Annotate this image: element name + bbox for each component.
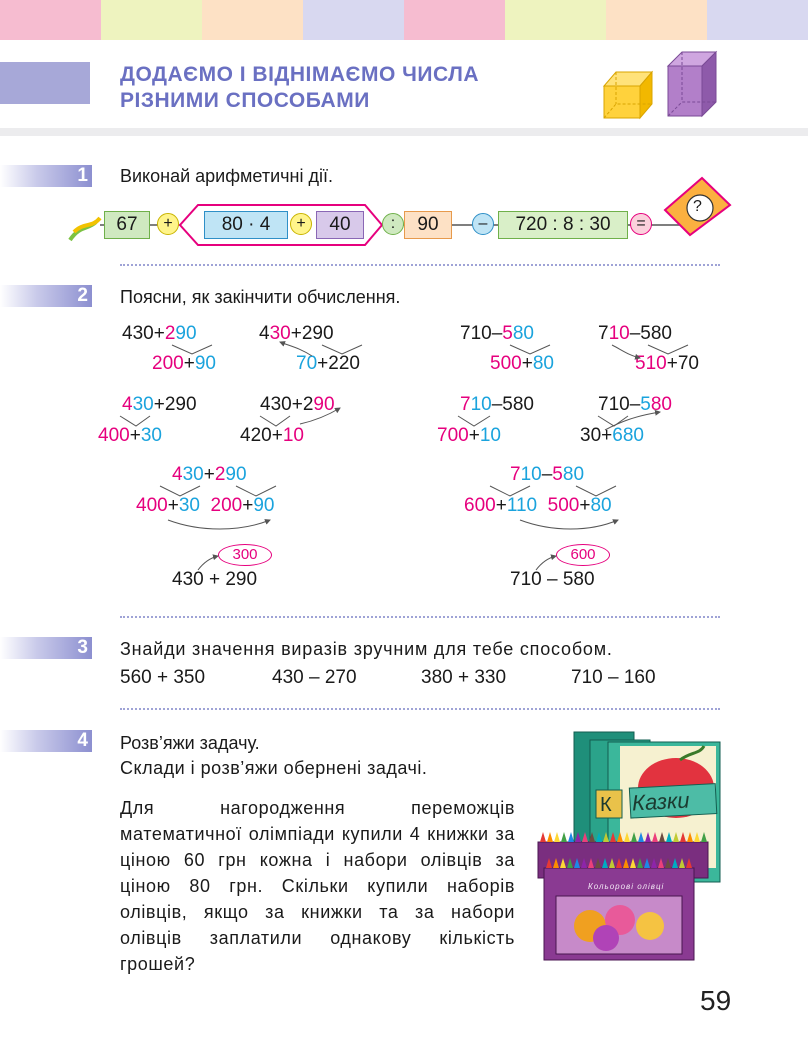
chain-value-c: 40 — [316, 211, 364, 239]
task4-line1: Розв’яжи задачу. — [120, 733, 260, 753]
page-title-line1: ДОДАЄМО І ВІДНІМАЄМО ЧИСЛА — [120, 63, 480, 86]
pencil-tip-icon — [540, 832, 546, 842]
task-number-tab-3: 3 — [0, 637, 92, 659]
ex3-bottom: 500+80 — [490, 353, 554, 374]
task-number-tab-2: 2 — [0, 285, 92, 307]
chain-op-divide: : — [382, 213, 404, 235]
pencil-tip-icon — [561, 832, 567, 842]
task2-instruction: Поясни, як закінчити обчислення. — [120, 287, 401, 307]
task3-expr: 710 – 160 — [571, 667, 656, 688]
chain-result-question: ? — [693, 198, 702, 215]
task1-instruction: Виконай арифметичні дії. — [120, 166, 333, 186]
ex4-top: 710–580 — [598, 323, 672, 344]
page-number: 59 — [700, 985, 732, 1016]
ex11-bubble: 300 — [218, 544, 272, 566]
chain-op-equals: = — [630, 213, 652, 235]
ex6-bottom: 420+10 — [240, 425, 304, 446]
ex8-top: 710–580 — [598, 394, 672, 415]
chain-value-b: 80 · 4 — [204, 211, 288, 239]
ex8-bottom: 30+680 — [580, 425, 644, 446]
task3-expr: 560 + 350 — [120, 667, 206, 688]
pencil-tip-icon — [568, 832, 574, 842]
task3-expr: 430 – 270 — [272, 667, 357, 688]
ex2-bottom: 70+220 — [296, 353, 360, 374]
ex12-bubble: 600 — [556, 544, 610, 566]
book-spine-letter: К — [600, 794, 612, 816]
chain-op-plus: + — [157, 213, 179, 235]
ex10-bottom: 600+110 500+80 — [464, 495, 612, 516]
ex7-top: 710–580 — [460, 394, 534, 415]
task3-instruction: Знайди значення виразів зручним для тебе способом. — [120, 639, 613, 659]
chain-value-d: 90 — [404, 211, 452, 239]
ex3-top: 710–580 — [460, 323, 534, 344]
chain-op-plus-2: + — [290, 213, 312, 235]
ex1-top: 430+290 — [122, 323, 197, 344]
ex9-top: 430+290 — [172, 464, 247, 485]
chain-op-minus: – — [472, 213, 494, 235]
task4-line2: Склади і розв’яжи обернені задачі. — [120, 758, 428, 778]
pencil-tip-icon — [547, 832, 553, 842]
ex5-bottom: 400+30 — [98, 425, 162, 446]
pencil-tip-icon — [554, 832, 560, 842]
task3-expr: 380 + 330 — [421, 667, 507, 688]
task4-problem-text: Для нагородження переможців математичної олімпіади купили 4 книжки за ціною 60 грн кожна і набори олівців за ціною 80 грн. Скільки купили наборів олівців, якщо за книжки та за набори олівців заплатили однакову кількість грошей? — [120, 798, 515, 974]
ex1-bottom: 200+90 — [152, 353, 216, 374]
chain-value-e: 720 : 8 : 30 — [498, 211, 628, 239]
pencil-box-label: Кольорові олівці — [588, 882, 665, 891]
task-number-tab-4: 4 — [0, 730, 92, 752]
ex10-top: 710–580 — [510, 464, 585, 485]
ex6-top: 430+290 — [260, 394, 335, 415]
ex5-top: 430+290 — [122, 394, 197, 415]
ex11-expr: 430 + 290 — [172, 569, 258, 590]
chain-value-a: 67 — [104, 211, 150, 239]
ex2-top: 430+290 — [259, 323, 334, 344]
ex4-bottom: 510+70 — [635, 353, 699, 374]
ex7-bottom: 700+10 — [437, 425, 501, 446]
page-title-line2: РІЗНИМИ СПОСОБАМИ — [120, 89, 370, 112]
ex12-expr: 710 – 580 — [510, 569, 595, 590]
book-title: Казки — [631, 787, 691, 816]
ex9-bottom: 400+30 200+90 — [136, 495, 275, 516]
task-number-tab-1: 1 — [0, 165, 92, 187]
